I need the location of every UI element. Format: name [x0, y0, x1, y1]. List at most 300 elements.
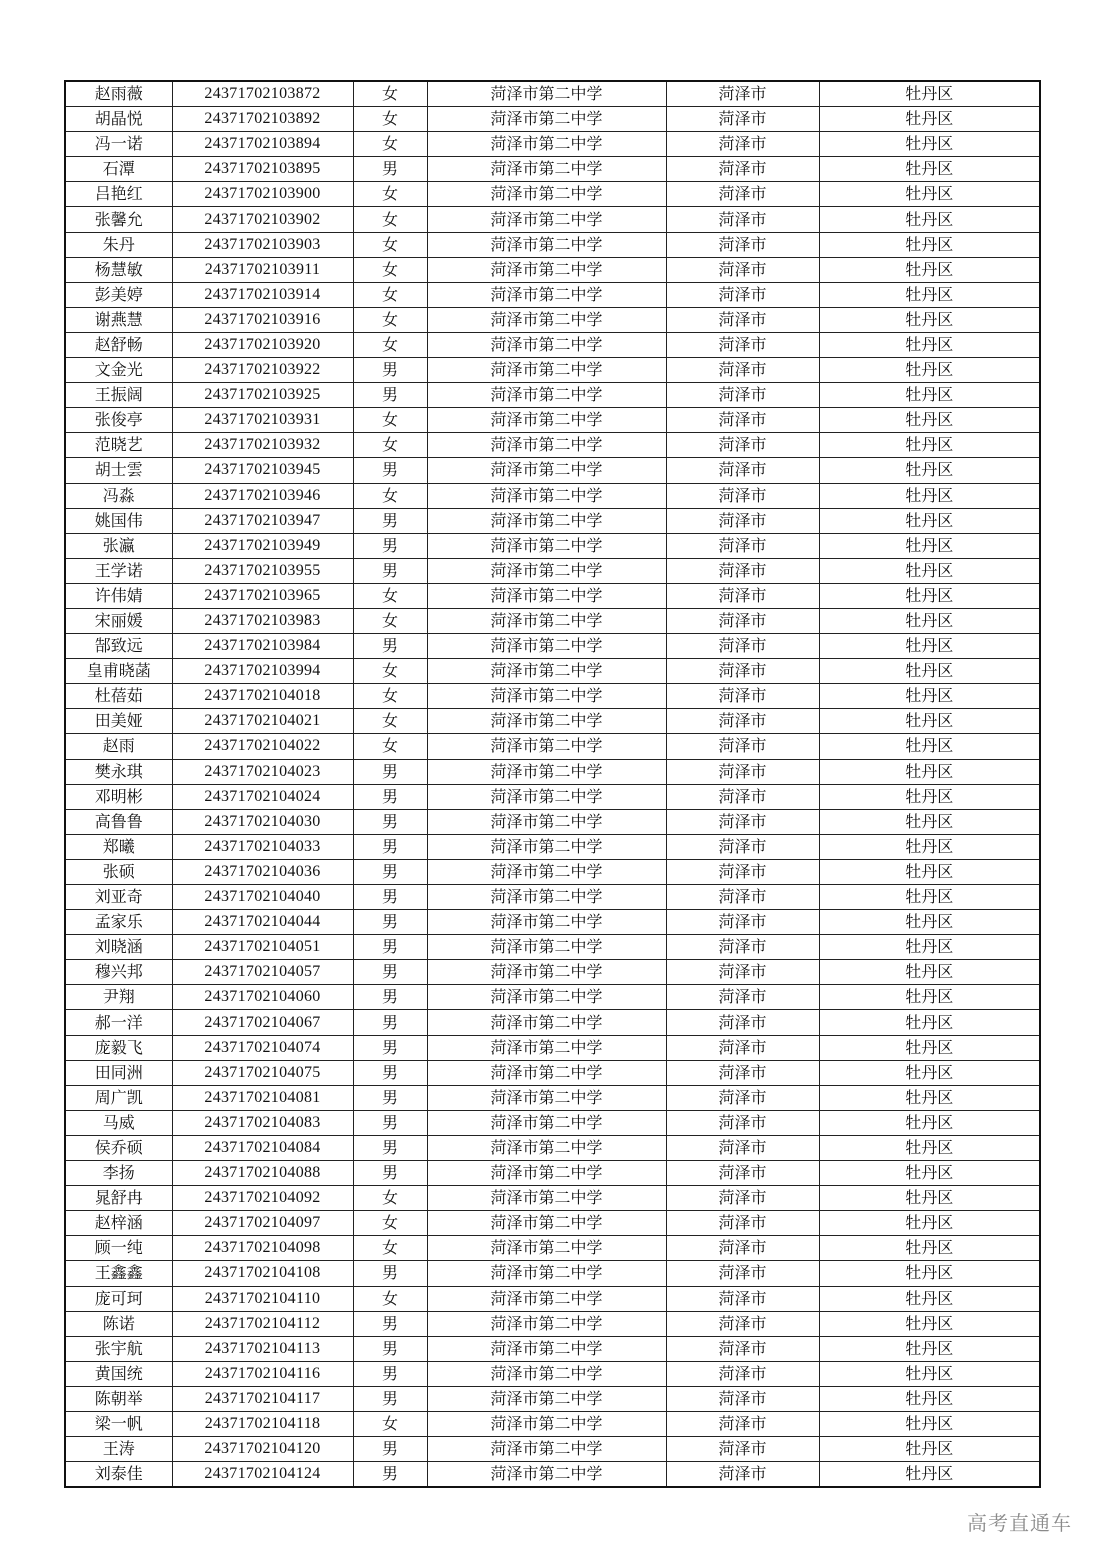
city-cell: 菏泽市	[666, 1336, 819, 1361]
gender-cell: 女	[353, 1286, 427, 1311]
table-row	[65, 608, 1040, 633]
table-row	[65, 533, 1040, 558]
school-cell: 菏泽市第二中学	[427, 182, 666, 207]
student-name-cell: 庞可珂	[65, 1286, 172, 1311]
city-cell: 菏泽市	[666, 734, 819, 759]
student-name-cell: 谢燕慧	[65, 307, 172, 332]
gender-cell: 男	[353, 558, 427, 583]
district-cell: 牡丹区	[819, 935, 1040, 960]
table-row	[65, 408, 1040, 433]
school-cell: 菏泽市第二中学	[427, 81, 666, 107]
school-cell: 菏泽市第二中学	[427, 1411, 666, 1436]
table-row	[65, 508, 1040, 533]
city-cell: 菏泽市	[666, 1361, 819, 1386]
table-row	[65, 207, 1040, 232]
city-cell: 菏泽市	[666, 433, 819, 458]
table-row	[65, 1411, 1040, 1436]
table-row	[65, 1311, 1040, 1336]
table-row	[65, 433, 1040, 458]
table-row	[65, 81, 1040, 107]
exam-number-cell: 24371702104083	[172, 1110, 353, 1135]
city-cell: 菏泽市	[666, 859, 819, 884]
gender-cell: 女	[353, 608, 427, 633]
table-row	[65, 1286, 1040, 1311]
table-row	[65, 634, 1040, 659]
gender-cell: 男	[353, 1336, 427, 1361]
student-name-cell: 顾一纯	[65, 1236, 172, 1261]
city-cell: 菏泽市	[666, 157, 819, 182]
student-name-cell: 陈朝举	[65, 1386, 172, 1411]
city-cell: 菏泽市	[666, 458, 819, 483]
student-name-cell: 王学诺	[65, 558, 172, 583]
exam-number-cell: 24371702104067	[172, 1010, 353, 1035]
student-name-cell: 文金光	[65, 358, 172, 383]
exam-number-cell: 24371702103914	[172, 282, 353, 307]
school-cell: 菏泽市第二中学	[427, 1211, 666, 1236]
school-cell: 菏泽市第二中学	[427, 107, 666, 132]
student-name-cell: 郝一洋	[65, 1010, 172, 1035]
student-name-cell: 王涛	[65, 1437, 172, 1462]
exam-number-cell: 24371702103894	[172, 132, 353, 157]
gender-cell: 女	[353, 408, 427, 433]
table-row	[65, 960, 1040, 985]
district-cell: 牡丹区	[819, 257, 1040, 282]
roster-body	[65, 81, 1040, 1487]
district-cell: 牡丹区	[819, 634, 1040, 659]
watermark-text: 高考直通车	[967, 1511, 1072, 1535]
gender-cell: 男	[353, 935, 427, 960]
student-name-cell: 孟家乐	[65, 910, 172, 935]
district-cell: 牡丹区	[819, 684, 1040, 709]
gender-cell: 女	[353, 132, 427, 157]
school-cell: 菏泽市第二中学	[427, 759, 666, 784]
city-cell: 菏泽市	[666, 332, 819, 357]
school-cell: 菏泽市第二中学	[427, 132, 666, 157]
city-cell: 菏泽市	[666, 684, 819, 709]
school-cell: 菏泽市第二中学	[427, 533, 666, 558]
gender-cell: 男	[353, 1110, 427, 1135]
table-row	[65, 1010, 1040, 1035]
table-row	[65, 1161, 1040, 1186]
table-row	[65, 232, 1040, 257]
student-name-cell: 王振阔	[65, 383, 172, 408]
exam-number-cell: 24371702104022	[172, 734, 353, 759]
student-name-cell: 张俊亭	[65, 408, 172, 433]
table-row	[65, 1261, 1040, 1286]
student-name-cell: 樊永琪	[65, 759, 172, 784]
student-name-cell: 姚国伟	[65, 508, 172, 533]
gender-cell: 男	[353, 533, 427, 558]
gender-cell: 男	[353, 834, 427, 859]
gender-cell: 女	[353, 307, 427, 332]
student-name-cell: 赵舒畅	[65, 332, 172, 357]
exam-number-cell: 24371702104117	[172, 1386, 353, 1411]
student-name-cell: 赵雨薇	[65, 81, 172, 107]
gender-cell: 男	[353, 1161, 427, 1186]
school-cell: 菏泽市第二中学	[427, 207, 666, 232]
school-cell: 菏泽市第二中学	[427, 985, 666, 1010]
table-row	[65, 1386, 1040, 1411]
table-row	[65, 809, 1040, 834]
exam-number-cell: 24371702103925	[172, 383, 353, 408]
district-cell: 牡丹区	[819, 383, 1040, 408]
exam-number-cell: 24371702104033	[172, 834, 353, 859]
table-row	[65, 859, 1040, 884]
student-name-cell: 田美娅	[65, 709, 172, 734]
student-name-cell: 张硕	[65, 859, 172, 884]
exam-number-cell: 24371702104084	[172, 1135, 353, 1160]
school-cell: 菏泽市第二中学	[427, 1110, 666, 1135]
city-cell: 菏泽市	[666, 307, 819, 332]
city-cell: 菏泽市	[666, 608, 819, 633]
table-row	[65, 684, 1040, 709]
gender-cell: 女	[353, 1411, 427, 1436]
school-cell: 菏泽市第二中学	[427, 910, 666, 935]
school-cell: 菏泽市第二中学	[427, 960, 666, 985]
student-name-cell: 范晓艺	[65, 433, 172, 458]
district-cell: 牡丹区	[819, 583, 1040, 608]
table-row	[65, 1211, 1040, 1236]
district-cell: 牡丹区	[819, 1035, 1040, 1060]
gender-cell: 男	[353, 458, 427, 483]
school-cell: 菏泽市第二中学	[427, 734, 666, 759]
district-cell: 牡丹区	[819, 508, 1040, 533]
school-cell: 菏泽市第二中学	[427, 1161, 666, 1186]
student-name-cell: 王鑫鑫	[65, 1261, 172, 1286]
exam-number-cell: 24371702104023	[172, 759, 353, 784]
gender-cell: 男	[353, 759, 427, 784]
table-row	[65, 583, 1040, 608]
gender-cell: 女	[353, 107, 427, 132]
district-cell: 牡丹区	[819, 1336, 1040, 1361]
exam-number-cell: 24371702104074	[172, 1035, 353, 1060]
student-roster-table	[64, 80, 1041, 1488]
gender-cell: 男	[353, 985, 427, 1010]
exam-number-cell: 24371702104098	[172, 1236, 353, 1261]
exam-number-cell: 24371702104060	[172, 985, 353, 1010]
district-cell: 牡丹区	[819, 608, 1040, 633]
school-cell: 菏泽市第二中学	[427, 282, 666, 307]
exam-number-cell: 24371702103920	[172, 332, 353, 357]
gender-cell: 男	[353, 1311, 427, 1336]
city-cell: 菏泽市	[666, 1010, 819, 1035]
school-cell: 菏泽市第二中学	[427, 834, 666, 859]
city-cell: 菏泽市	[666, 182, 819, 207]
district-cell: 牡丹区	[819, 809, 1040, 834]
exam-number-cell: 24371702103955	[172, 558, 353, 583]
exam-number-cell: 24371702104057	[172, 960, 353, 985]
student-name-cell: 马威	[65, 1110, 172, 1135]
table-row	[65, 383, 1040, 408]
student-name-cell: 田同洲	[65, 1060, 172, 1085]
city-cell: 菏泽市	[666, 985, 819, 1010]
student-name-cell: 邓明彬	[65, 784, 172, 809]
gender-cell: 男	[353, 1060, 427, 1085]
exam-number-cell: 24371702104044	[172, 910, 353, 935]
school-cell: 菏泽市第二中学	[427, 1085, 666, 1110]
table-row	[65, 257, 1040, 282]
gender-cell: 男	[353, 1261, 427, 1286]
table-row	[65, 332, 1040, 357]
city-cell: 菏泽市	[666, 358, 819, 383]
district-cell: 牡丹区	[819, 759, 1040, 784]
table-row	[65, 182, 1040, 207]
exam-number-cell: 24371702104108	[172, 1261, 353, 1286]
school-cell: 菏泽市第二中学	[427, 433, 666, 458]
student-name-cell: 石潭	[65, 157, 172, 182]
table-row	[65, 910, 1040, 935]
district-cell: 牡丹区	[819, 1411, 1040, 1436]
table-row	[65, 358, 1040, 383]
gender-cell: 男	[353, 885, 427, 910]
district-cell: 牡丹区	[819, 834, 1040, 859]
gender-cell: 男	[353, 784, 427, 809]
district-cell: 牡丹区	[819, 659, 1040, 684]
table-row	[65, 558, 1040, 583]
gender-cell: 女	[353, 282, 427, 307]
table-row	[65, 1437, 1040, 1462]
city-cell: 菏泽市	[666, 1060, 819, 1085]
student-name-cell: 胡士雲	[65, 458, 172, 483]
city-cell: 菏泽市	[666, 935, 819, 960]
gender-cell: 男	[353, 383, 427, 408]
city-cell: 菏泽市	[666, 960, 819, 985]
table-row	[65, 157, 1040, 182]
district-cell: 牡丹区	[819, 709, 1040, 734]
student-name-cell: 赵梓涵	[65, 1211, 172, 1236]
district-cell: 牡丹区	[819, 1236, 1040, 1261]
district-cell: 牡丹区	[819, 132, 1040, 157]
exam-number-cell: 24371702104113	[172, 1336, 353, 1361]
student-name-cell: 赵雨	[65, 734, 172, 759]
district-cell: 牡丹区	[819, 458, 1040, 483]
school-cell: 菏泽市第二中学	[427, 1261, 666, 1286]
school-cell: 菏泽市第二中学	[427, 332, 666, 357]
school-cell: 菏泽市第二中学	[427, 1311, 666, 1336]
exam-number-cell: 24371702104097	[172, 1211, 353, 1236]
exam-number-cell: 24371702104120	[172, 1437, 353, 1462]
table-row	[65, 1361, 1040, 1386]
student-name-cell: 张瀛	[65, 533, 172, 558]
student-name-cell: 陈诺	[65, 1311, 172, 1336]
city-cell: 菏泽市	[666, 759, 819, 784]
city-cell: 菏泽市	[666, 483, 819, 508]
exam-number-cell: 24371702103932	[172, 433, 353, 458]
city-cell: 菏泽市	[666, 533, 819, 558]
gender-cell: 女	[353, 332, 427, 357]
exam-number-cell: 24371702103895	[172, 157, 353, 182]
student-name-cell: 杜蓓茹	[65, 684, 172, 709]
gender-cell: 男	[353, 1361, 427, 1386]
gender-cell: 女	[353, 207, 427, 232]
city-cell: 菏泽市	[666, 1035, 819, 1060]
district-cell: 牡丹区	[819, 358, 1040, 383]
table-row	[65, 935, 1040, 960]
exam-number-cell: 24371702103983	[172, 608, 353, 633]
student-name-cell: 宋丽媛	[65, 608, 172, 633]
student-name-cell: 刘亚奇	[65, 885, 172, 910]
table-row	[65, 307, 1040, 332]
gender-cell: 男	[353, 1135, 427, 1160]
table-row	[65, 132, 1040, 157]
district-cell: 牡丹区	[819, 1085, 1040, 1110]
district-cell: 牡丹区	[819, 734, 1040, 759]
gender-cell: 男	[353, 1462, 427, 1488]
city-cell: 菏泽市	[666, 232, 819, 257]
city-cell: 菏泽市	[666, 1236, 819, 1261]
student-name-cell: 穆兴邦	[65, 960, 172, 985]
city-cell: 菏泽市	[666, 1462, 819, 1488]
city-cell: 菏泽市	[666, 408, 819, 433]
student-name-cell: 皇甫晓菡	[65, 659, 172, 684]
table-row	[65, 734, 1040, 759]
table-row	[65, 1135, 1040, 1160]
student-name-cell: 高鲁鲁	[65, 809, 172, 834]
school-cell: 菏泽市第二中学	[427, 1035, 666, 1060]
gender-cell: 男	[353, 809, 427, 834]
school-cell: 菏泽市第二中学	[427, 558, 666, 583]
district-cell: 牡丹区	[819, 1462, 1040, 1488]
school-cell: 菏泽市第二中学	[427, 408, 666, 433]
exam-number-cell: 24371702104110	[172, 1286, 353, 1311]
district-cell: 牡丹区	[819, 1110, 1040, 1135]
district-cell: 牡丹区	[819, 784, 1040, 809]
school-cell: 菏泽市第二中学	[427, 1060, 666, 1085]
district-cell: 牡丹区	[819, 232, 1040, 257]
student-name-cell: 朱丹	[65, 232, 172, 257]
gender-cell: 女	[353, 659, 427, 684]
district-cell: 牡丹区	[819, 483, 1040, 508]
exam-number-cell: 24371702104116	[172, 1361, 353, 1386]
student-name-cell: 晁舒冉	[65, 1186, 172, 1211]
city-cell: 菏泽市	[666, 910, 819, 935]
school-cell: 菏泽市第二中学	[427, 809, 666, 834]
gender-cell: 男	[353, 157, 427, 182]
gender-cell: 女	[353, 483, 427, 508]
exam-number-cell: 24371702103984	[172, 634, 353, 659]
school-cell: 菏泽市第二中学	[427, 1186, 666, 1211]
district-cell: 牡丹区	[819, 1286, 1040, 1311]
student-name-cell: 张宇航	[65, 1336, 172, 1361]
table-row	[65, 1236, 1040, 1261]
district-cell: 牡丹区	[819, 1437, 1040, 1462]
school-cell: 菏泽市第二中学	[427, 1336, 666, 1361]
gender-cell: 女	[353, 433, 427, 458]
district-cell: 牡丹区	[819, 1060, 1040, 1085]
student-name-cell: 梁一帆	[65, 1411, 172, 1436]
exam-number-cell: 24371702104075	[172, 1060, 353, 1085]
district-cell: 牡丹区	[819, 408, 1040, 433]
exam-number-cell: 24371702104118	[172, 1411, 353, 1436]
city-cell: 菏泽市	[666, 809, 819, 834]
city-cell: 菏泽市	[666, 1211, 819, 1236]
school-cell: 菏泽市第二中学	[427, 784, 666, 809]
student-name-cell: 周广凯	[65, 1085, 172, 1110]
city-cell: 菏泽市	[666, 508, 819, 533]
table-row	[65, 1186, 1040, 1211]
city-cell: 菏泽市	[666, 1286, 819, 1311]
gender-cell: 男	[353, 1437, 427, 1462]
exam-number-cell: 24371702103965	[172, 583, 353, 608]
student-name-cell: 冯一诺	[65, 132, 172, 157]
student-name-cell: 庞毅飞	[65, 1035, 172, 1060]
district-cell: 牡丹区	[819, 107, 1040, 132]
table-row	[65, 483, 1040, 508]
exam-number-cell: 24371702104030	[172, 809, 353, 834]
gender-cell: 男	[353, 1085, 427, 1110]
gender-cell: 女	[353, 257, 427, 282]
table-row	[65, 1085, 1040, 1110]
school-cell: 菏泽市第二中学	[427, 1386, 666, 1411]
city-cell: 菏泽市	[666, 1085, 819, 1110]
city-cell: 菏泽市	[666, 885, 819, 910]
gender-cell: 女	[353, 684, 427, 709]
district-cell: 牡丹区	[819, 859, 1040, 884]
school-cell: 菏泽市第二中学	[427, 1286, 666, 1311]
district-cell: 牡丹区	[819, 1010, 1040, 1035]
exam-number-cell: 24371702103892	[172, 107, 353, 132]
student-name-cell: 郑曦	[65, 834, 172, 859]
student-name-cell: 黄国统	[65, 1361, 172, 1386]
student-name-cell: 冯淼	[65, 483, 172, 508]
gender-cell: 男	[353, 1386, 427, 1411]
district-cell: 牡丹区	[819, 533, 1040, 558]
school-cell: 菏泽市第二中学	[427, 1437, 666, 1462]
school-cell: 菏泽市第二中学	[427, 483, 666, 508]
district-cell: 牡丹区	[819, 332, 1040, 357]
student-name-cell: 许伟婧	[65, 583, 172, 608]
city-cell: 菏泽市	[666, 784, 819, 809]
district-cell: 牡丹区	[819, 885, 1040, 910]
gender-cell: 女	[353, 583, 427, 608]
exam-number-cell: 24371702104124	[172, 1462, 353, 1488]
student-name-cell: 尹翔	[65, 985, 172, 1010]
school-cell: 菏泽市第二中学	[427, 232, 666, 257]
gender-cell: 女	[353, 709, 427, 734]
student-name-cell: 刘泰佳	[65, 1462, 172, 1488]
school-cell: 菏泽市第二中学	[427, 935, 666, 960]
school-cell: 菏泽市第二中学	[427, 458, 666, 483]
school-cell: 菏泽市第二中学	[427, 608, 666, 633]
student-name-cell: 吕艳红	[65, 182, 172, 207]
school-cell: 菏泽市第二中学	[427, 257, 666, 282]
exam-number-cell: 24371702103947	[172, 508, 353, 533]
school-cell: 菏泽市第二中学	[427, 1361, 666, 1386]
city-cell: 菏泽市	[666, 282, 819, 307]
school-cell: 菏泽市第二中学	[427, 1236, 666, 1261]
exam-number-cell: 24371702104018	[172, 684, 353, 709]
exam-number-cell: 24371702103916	[172, 307, 353, 332]
student-name-cell: 李扬	[65, 1161, 172, 1186]
gender-cell: 男	[353, 910, 427, 935]
district-cell: 牡丹区	[819, 1361, 1040, 1386]
district-cell: 牡丹区	[819, 1311, 1040, 1336]
exam-number-cell: 24371702104051	[172, 935, 353, 960]
gender-cell: 男	[353, 1035, 427, 1060]
city-cell: 菏泽市	[666, 1261, 819, 1286]
exam-number-cell: 24371702104040	[172, 885, 353, 910]
city-cell: 菏泽市	[666, 659, 819, 684]
exam-number-cell: 24371702103903	[172, 232, 353, 257]
city-cell: 菏泽市	[666, 1110, 819, 1135]
student-name-cell: 杨慧敏	[65, 257, 172, 282]
city-cell: 菏泽市	[666, 1161, 819, 1186]
exam-number-cell: 24371702103994	[172, 659, 353, 684]
city-cell: 菏泽市	[666, 1437, 819, 1462]
exam-number-cell: 24371702104081	[172, 1085, 353, 1110]
district-cell: 牡丹区	[819, 433, 1040, 458]
exam-number-cell: 24371702103945	[172, 458, 353, 483]
